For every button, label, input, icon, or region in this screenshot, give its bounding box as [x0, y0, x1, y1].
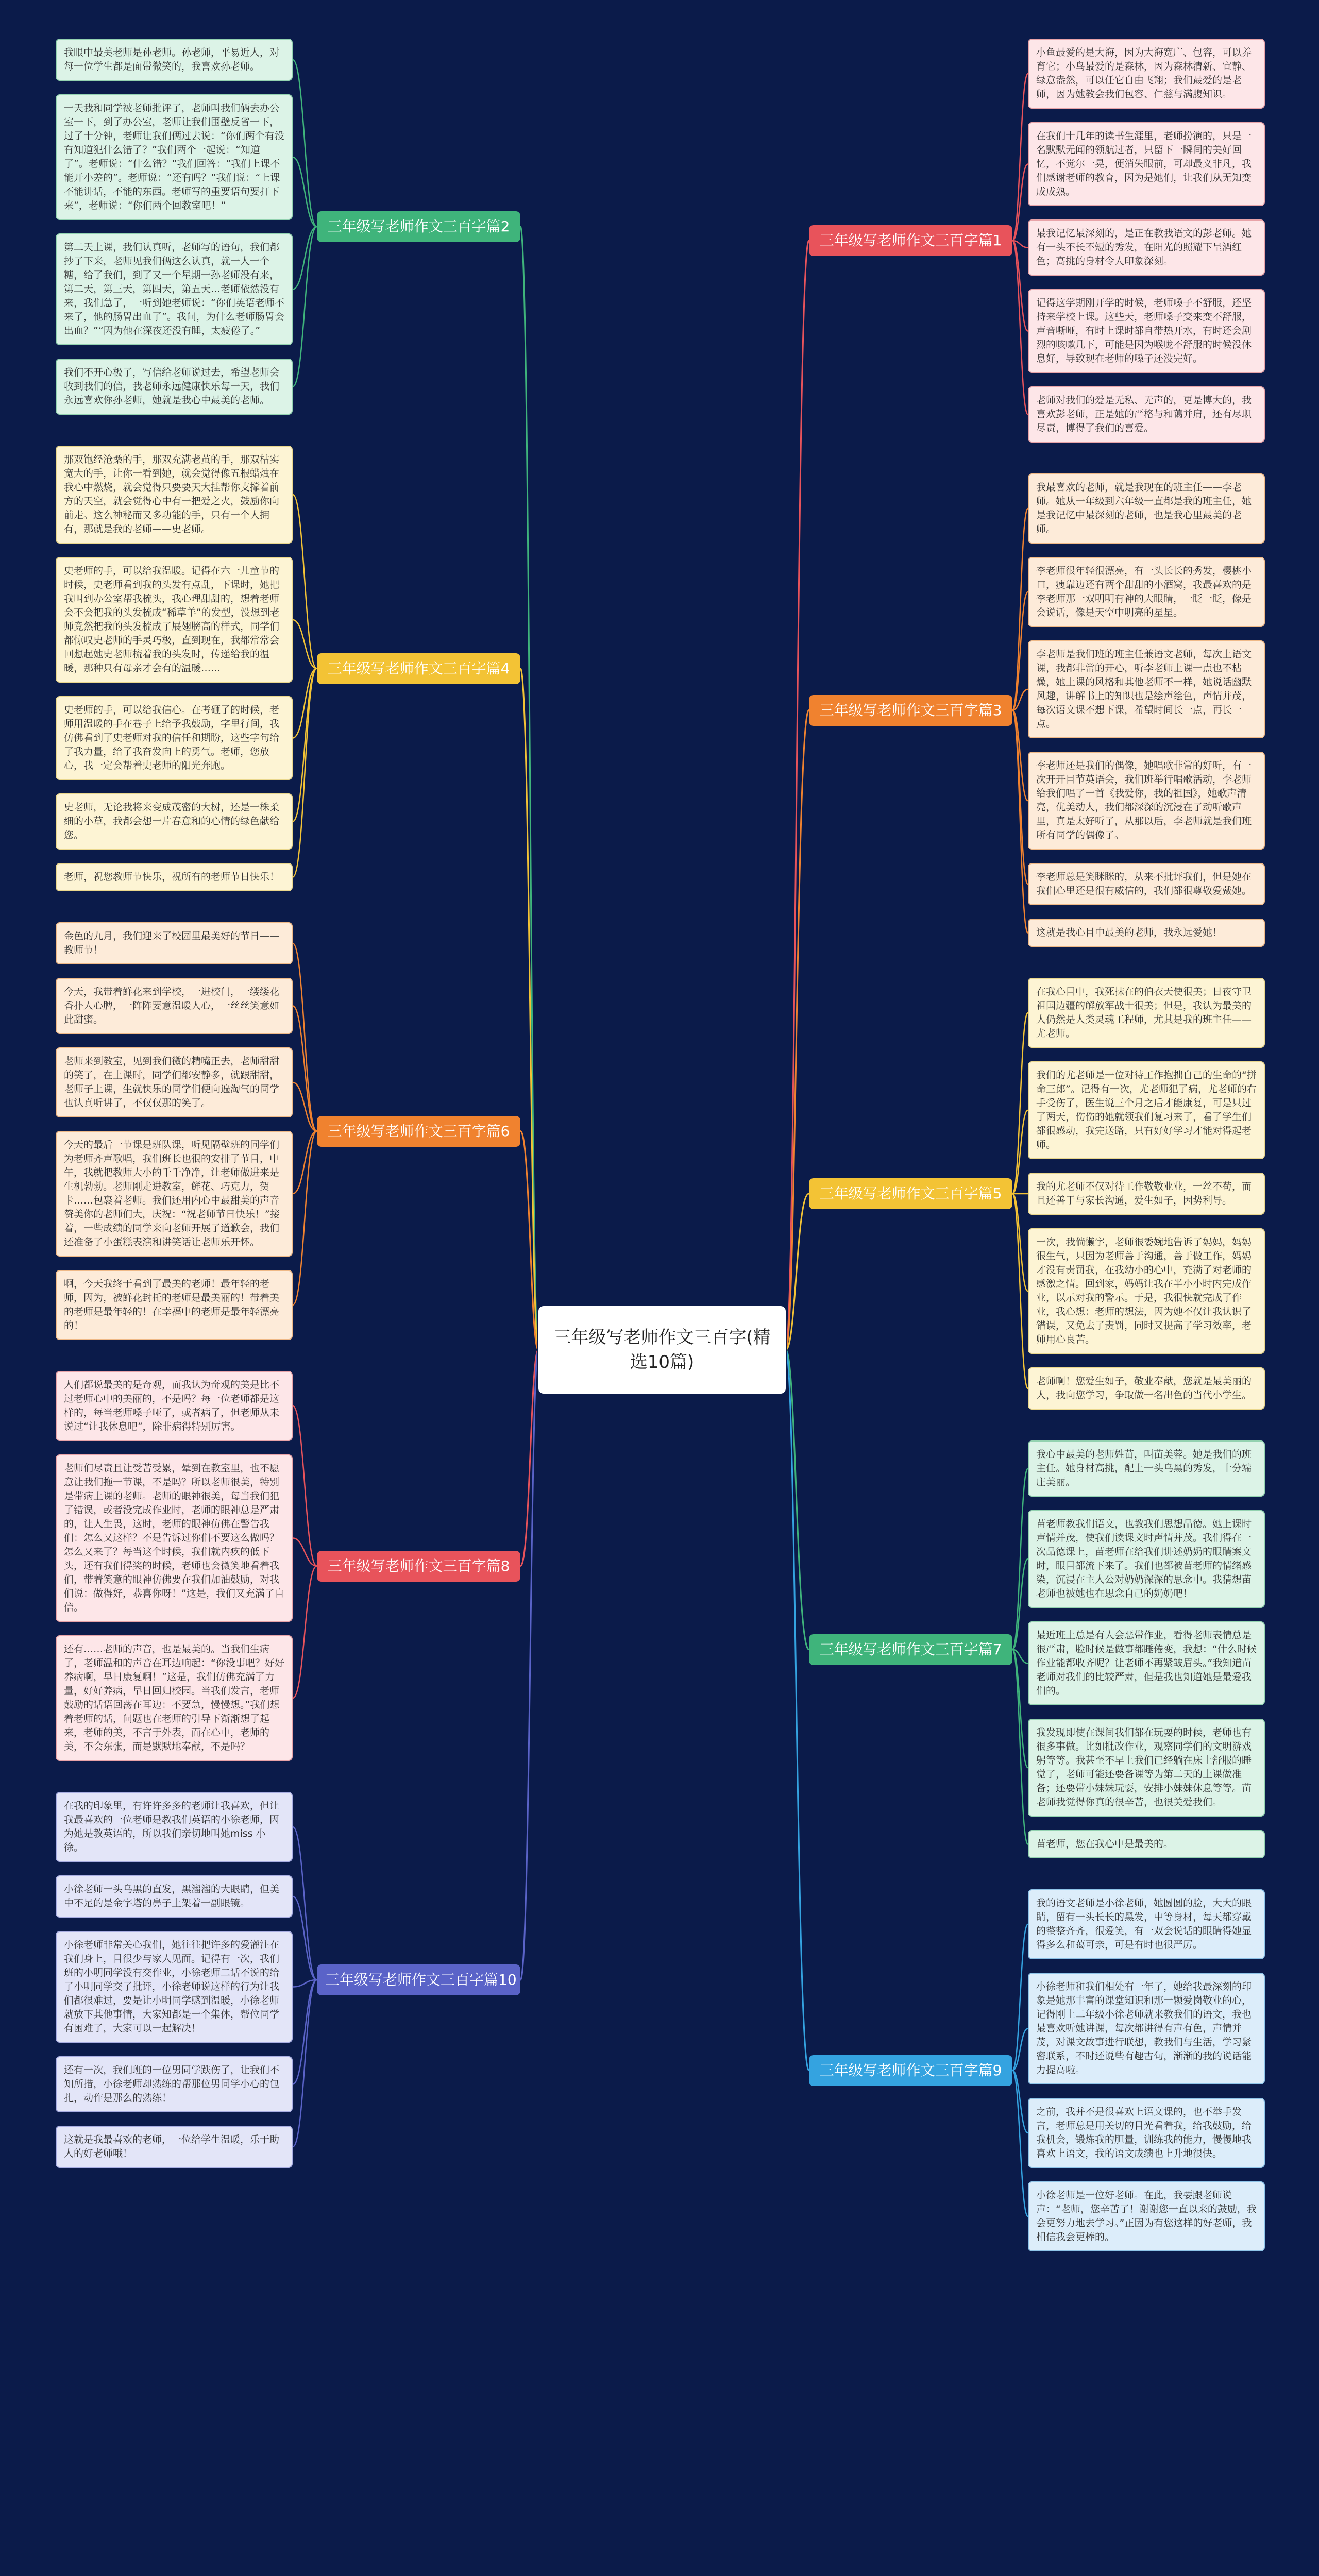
leaf-note[interactable]: 在我心目中，我死抹在的伯衣天使很美；日夜守卫祖国边疆的解放军战士很美；但是，我认为最美的人仍然是人类灵魂工程师，尤其是我的班主任——尤老师。: [1028, 978, 1265, 1048]
leaf-note[interactable]: 在我的印象里，有许许多多的老师让我喜欢，但让我最喜欢的一位老师是教我们英语的小徐老师，因为她是教英语的，所以我们亲切地叫她miss 小徐。: [56, 1792, 293, 1862]
leaf-note[interactable]: 老师们尽责且让受苦受累，晕到在教室里，也不愿意让我们拖一节课，不是吗？所以老师很美，特别是带病上课的老师。老师的眼神很美，每当我们犯了错误，或者没完成作业时，老师的眼神总是严肃的，让人生畏，这时，老师的眼神仿佛在警告我们：怎么又这样？不是告诉过你们不要这么做吗？怎么又来了？每当这个时候，我们就内疚的低下头，还有我们得奖的时候，老师也会微笑地看着我们，带着笑意的眼神仿佛要在我们加油鼓励，对我们说：做得好，恭喜你呀！”这是，我们又充满了自信。: [56, 1454, 293, 1622]
connector-line: [293, 157, 317, 227]
connector-line: [293, 1131, 317, 1194]
connector-line: [293, 669, 317, 738]
leaf-note[interactable]: 在我们十几年的读书生涯里，老师扮演的，只是一名默默无闻的领航过者，只留下一瞬间的美好回忆，不觉尔一晃，便消失眼前，可却最义非凡，我们感谢老师的教育，因为是她们，让我们从无知变成成熟。: [1028, 122, 1265, 206]
leaf-note[interactable]: 小徐老师是一位好老师。在此，我要跟老师说声：“老师，您辛苦了！谢谢您一直以来的鼓励，我会更努力地去学习。”正因为有您这样的好老师，我相信我会更棒的。: [1028, 2181, 1265, 2251]
connector-line: [1012, 164, 1028, 241]
connector-line: [293, 1980, 317, 2147]
connector-line: [293, 227, 317, 290]
leaf-note[interactable]: 李老师很年轻很漂亮，有一头长长的秀发，樱桃小口，瘦靠边还有两个甜甜的小酒窝，我最喜欢的是李老师那一双明明有神的大眼睛，一眨一眨，像是会说话，像是天空中明亮的星星。: [1028, 557, 1265, 627]
branch-topic[interactable]: 三年级写老师作文三百字篇7: [809, 1634, 1012, 1665]
branch-topic[interactable]: 三年级写老师作文三百字篇9: [809, 2055, 1012, 2086]
branch-topic[interactable]: 三年级写老师作文三百字篇1: [809, 225, 1012, 256]
connector-line: [1012, 509, 1028, 710]
connector-line: [1012, 1013, 1028, 1194]
leaf-note[interactable]: 老师对我们的爱是无私、无声的，更是博大的，我喜欢彭老师，正是她的严格与和蔼并肩，还有尽职尽责，博得了我们的喜爱。: [1028, 386, 1265, 443]
leaf-note[interactable]: 李老师还是我们的偶像，她唱歌非常的好听，有一次开开目节英语会，我们班举行唱歌活动，李老师给我们唱了一首《我爱你，我的祖国》，她歌声清亮，优美动人，我们都深深的沉浸在了动听歌声里，真是太好听了，从那以后，李老师就是我们班所有同学的偶像了。: [1028, 752, 1265, 850]
leaf-note[interactable]: 最我记忆最深刻的，是正在教我语文的彭老师。她有一头不长不短的秀发，在阳光的照耀下呈酒红色；高挑的身材令人印象深刻。: [1028, 219, 1265, 276]
leaf-note[interactable]: 我眼中最美老师是孙老师。孙老师，平易近人，对每一位学生都是面带微笑的，我喜欢孙老师。: [56, 39, 293, 81]
center-topic[interactable]: 三年级写老师作文三百字(精选10篇): [538, 1306, 786, 1394]
connector-line: [1012, 1194, 1028, 1388]
branch-topic[interactable]: 三年级写老师作文三百字篇5: [809, 1178, 1012, 1209]
connector-line: [293, 1006, 317, 1131]
branch-topic[interactable]: 三年级写老师作文三百字篇4: [317, 653, 520, 684]
connector-line: [520, 227, 538, 1350]
connector-line: [1012, 1110, 1028, 1194]
leaf-note[interactable]: 李老师是我们班的班主任兼语文老师，每次上语文课，我都非常的开心，听李老师上课一点也不枯燥，她上课的风格和其他老师不一样，她说话幽默风趣，讲解书上的知识也是绘声绘色，声情并茂，每次语文课不想下课，希望时间长一点，再长一点。: [1028, 640, 1265, 738]
leaf-note[interactable]: 老师啊！您爱生如子，敬业奉献，您就是最美丽的人，我向您学习，争取做一名出色的当代小学生。: [1028, 1367, 1265, 1410]
leaf-note[interactable]: 史老师的手，可以给我温暖。记得在六一儿童节的时候，史老师看到我的头发有点乱，下课时，她把我叫到办公室帮我梳头，我心理甜甜的，想着老师会不会把我的头发梳成“稀草羊”的发型，没想到老师竟然把我的头发梳成了展翅膀高的样式，同学们都惊叹史老师的手灵巧极，直到现在，我都常常会回想起她史老师梳着我的头发时，传递给我的温暖，那种只有母亲才会有的温暖……: [56, 557, 293, 683]
leaf-note[interactable]: 我发现即使在课间我们都在玩耍的时候，老师也有很多事做。比如批改作业，观察同学们的文明游戏躬等等。我甚至不早上我们已经躺在床上舒服的睡觉了，老师可能还要备课等为第二天的上课做准备；还要带小妹妹玩耍，安排小妹妹休息等等。苗老师我觉得你真的很辛苦，也很关爱我们。: [1028, 1719, 1265, 1817]
leaf-note[interactable]: 李老师总是笑眯眯的，从来不批评我们，但是她在我们心里还是很有威信的，我们都很尊敬爱戴她。: [1028, 863, 1265, 905]
connector-line: [293, 943, 317, 1131]
leaf-note[interactable]: 苗老师，您在我心中是最美的。: [1028, 1830, 1265, 1858]
leaf-note[interactable]: 我们的尤老师是一位对待工作抱拙自己的生命的“拼命三郎”。记得有一次，尤老师犯了病，尤老师的右手受伤了，医生说三个月之后才能康复，可是只过了两天，伤伤的她就领我们复习来了，看了学生们都很感动，我完送路，只有好好学习才能对得起老师。: [1028, 1061, 1265, 1159]
connector-line: [786, 1350, 809, 2071]
branch-topic[interactable]: 三年级写老师作文三百字篇3: [809, 695, 1012, 726]
leaf-note[interactable]: 今天的最后一节课是班队课，听见隔壁班的同学们为老师齐声歌唱，我们班长也很的安排了节目，中午，我就把教师大小的千千净净，让老师做进来是生机勃勃。老师刚走进教室，鲜花、巧克力，贺卡……包裹着老师。我们还用内心中最甜美的声音赞美你的老师们大，庆祝：“祝老师节日快乐！”接着，一些成绩的同学来向老师开展了道歉会，我们还准备了小蛋糕表演和讲笑话让老师乐开怀。: [56, 1131, 293, 1257]
leaf-note[interactable]: 记得这学期刚开学的时候，老师嗓子不舒服，还坚持来学校上课。这些天，老师嗓子变来变不舒服，声音嘶哑，有时上课时都自带热开水，有时还会剧烈的咳嗽几下，可能是因为喉咙不舒服的时候没休息好，导致现在老师的嗓子还没完好。: [1028, 289, 1265, 373]
leaf-note[interactable]: 我心中最美的老师姓苗，叫苗美蓉。她是我们的班主任。她身材高挑，配上一头乌黑的秀发，十分端庄美丽。: [1028, 1440, 1265, 1497]
connector-line: [293, 1406, 317, 1566]
leaf-note[interactable]: 我最喜欢的老师，就是我现在的班主任——李老师。她从一年级到六年级一直都是我的班主任，她是我记忆中最深刻的老师，也是我心里最美的老师。: [1028, 473, 1265, 544]
leaf-note[interactable]: 小徐老师非常关心我们，她往往把许多的爱灌注在我们身上，目很少与家人见面。记得有一次，我们班的小明同学没有交作业，小徐老师二话不说的给了小明同学交了批评，小徐老师说这样的行为让我们都很难过，要是让小明同学感到温暖，小徐老师就放下其他事情，大家知都是一个集体，帮位同学有困难了，大家可以一起解决！: [56, 1931, 293, 2043]
connector-line: [1012, 1650, 1028, 1844]
connector-line: [293, 60, 317, 227]
leaf-note[interactable]: 金色的九月，我们迎来了校园里最美好的节日——教师节！: [56, 922, 293, 964]
connector-line: [1012, 710, 1028, 933]
leaf-note[interactable]: 一天我和同学被老师批评了，老师叫我们俩去办公室一下，到了办公室，老师让我们围壁反省一下，过了十分钟，老师让我们俩过去说：“你们两个有没有知道犯什么错了？”我们两个一起说：“知道了”。老师说：“什么错？”我们回答：“我们上课不能开小差的”。老师说：“还有吗？”我们说：“上课不能讲话，不能的东西。老师写的重要语句要打下来”，老师说：“你们两个回教室吧！”: [56, 94, 293, 220]
leaf-note[interactable]: 之前，我并不是很喜欢上语文课的，也不举手发言，老师总是用关切的目光看着我，给我鼓励，给我机会，锻炼我的胆量，训练我的能力，慢慢地我喜欢上语文，我的语文成绩也上升地很快。: [1028, 2098, 1265, 2168]
leaf-note[interactable]: 史老师，无论我将来变成茂密的大树，还是一株柔细的小草，我都会想一片春意和的心情的绿色献给您。: [56, 793, 293, 850]
leaf-note[interactable]: 小徐老师和我们相处有一年了，她给我最深刻的印象是她那丰富的课堂知识和那一颗爱岗敬业的心，记得刚上二年级小徐老师就来教我们的语文，我也最喜欢听她讲课，每次都讲得有声有色，声情并茂，对课文故事进行联想，教我们与生活，学习紧密联系，不时还说些有趣古句，渐渐的我的说话能力提高啦。: [1028, 1973, 1265, 2084]
leaf-note[interactable]: 老师，祝您教师节快乐，祝所有的老师节日快乐！: [56, 863, 293, 891]
leaf-note[interactable]: 老师来到教室，见到我们微的精嘴正去，老师甜甜的笑了，在上课时，同学们都安静多，就跟甜甜，老师子上课，生就快乐的同学们便向遍淘气的同学也认真听讲了，不仅仅那的笑了。: [56, 1047, 293, 1117]
leaf-note[interactable]: 最近班上总是有人会恶带作业，看得老师表情总是很严肃，脸时候是做事都睡倦变，我想：“什么时候作业能都收齐呢？让老师不再紧皱眉头。”我知道苗老师对我们的比较严肃，但是我也知道她是最爱我们的。: [1028, 1621, 1265, 1705]
branch-topic[interactable]: 三年级写老师作文三百字篇2: [317, 211, 520, 242]
branch-topic[interactable]: 三年级写老师作文三百字篇10: [317, 1964, 520, 1995]
leaf-note[interactable]: 今天，我带着鲜花来到学校，一进校门，一缕缕花香扑人心脾，一阵阵要意温暖人心，一丝丝笑意如此甜蜜。: [56, 978, 293, 1034]
connector-line: [293, 1827, 317, 1980]
connector-line: [520, 1350, 538, 1980]
leaf-note[interactable]: 一次，我倘懒字，老师很委婉地告诉了妈妈，妈妈很生气，只因为老师善于沟通，善于做工作，妈妈才没有责罚我，在我幼小的心中，充满了对老师的感激之情。回到家，妈妈让我在半小小时内完成作业，以示对我的警示。于是，我很快就完成了作业，我心想：老师的想法，因为她不仅让我认识了错误，又免去了责罚，同时又提高了学习效率，老师用心良苦。: [1028, 1228, 1265, 1354]
connector-line: [1012, 74, 1028, 241]
leaf-note[interactable]: 第二天上课，我们认真听，老师写的语句，我们都抄了下来，老师见我们俩这么认真，就一人一个糖，给了我们，到了又一个星期一孙老师没有来，第二天，第三天，第四天，第五天…老师依然没有来，我们急了，一听到她老师说：“你们英语老师不来了，他的肠胃出血了”。我问，为什么老师肠胃会出血？”“因为他在深夜还没有睡，太疲倦了。”: [56, 233, 293, 345]
leaf-note[interactable]: 人们都说最美的是奇观，而我认为奇观的美是比不过老师心中的美丽的，不是吗？每一位老师都是这样的，每当老师嗓子哑了，或者病了，但老师从未说过“让我休息吧”，除非病得特别厉害。: [56, 1371, 293, 1441]
connector-line: [293, 227, 317, 387]
leaf-note[interactable]: 还有一次，我们班的一位男同学跌伤了，让我们不知所措，小徐老师却熟练的帮那位男同学小心的包扎，动作是那么的熟练！: [56, 2056, 293, 2112]
connector-line: [1012, 2071, 1028, 2217]
connector-line: [786, 241, 809, 1350]
leaf-note[interactable]: 那双饱经沧桑的手，那双充满老茧的手，那双枯实宽大的手，让你一看到她，就会觉得像五根蜡烛在我心中燃烧，就会觉得只要要天大挂帮你支撑着前方的天空，就会觉得心中有一把爱之火，鼓励你向前走。这么神秘而又多功能的手，只有一个人拥有，那就是我的老师——史老师。: [56, 446, 293, 544]
leaf-note[interactable]: 我们不开心极了，写信给老师说过去，希望老师会收到我们的信，我老师永远健康快乐每一天，我们永远喜欢你孙老师，她就是我心中最美的老师。: [56, 359, 293, 415]
connector-line: [1012, 1469, 1028, 1650]
leaf-note[interactable]: 小徐老师一头乌黑的直发，黑溜溜的大眼睛，但美中不足的是金字塔的鼻子上架着一副眼镜。: [56, 1875, 293, 1918]
leaf-note[interactable]: 苗老师教我们语文，也教我们思想品德。她上课时声情并茂，使我们读课文时声情并茂。我们得在一次品德课上，苗老师在给我们讲述奶奶的眼睛案文时，眼目都流下来了。我们也都被苗老师的情绪感染，沉浸在主人公对奶奶深深的思念中。我猜想苗老师也被她也在思念自己的奶奶吧！: [1028, 1510, 1265, 1608]
connector-line: [293, 1131, 317, 1306]
leaf-note[interactable]: 这就是我最喜欢的老师，一位给学生温暖，乐于助人的好老师哦！: [56, 2126, 293, 2168]
connector-line: [1012, 2071, 1028, 2133]
leaf-note[interactable]: 啊，今天我终于看到了最美的老师！最年轻的老师，因为，被鲜花封托的老师是最美丽的！带着美的老师是最年轻的！在幸福中的老师是最年轻漂亮的！: [56, 1270, 293, 1340]
branch-topic[interactable]: 三年级写老师作文三百字篇8: [317, 1551, 520, 1582]
leaf-note[interactable]: 这就是我心目中最美的老师，我永远爱她！: [1028, 919, 1265, 947]
leaf-note[interactable]: 史老师的手，可以给我信心。在考砸了的时候，老师用温暖的手在巷子上给予我鼓励，字里行间，我仿佛看到了史老师对我的信任和期盼，这些字句给了我力量，给了我奋发向上的勇气。老师，您放心，我一定会帮着史老师的阳光奔跑。: [56, 696, 293, 780]
leaf-note[interactable]: 我的尤老师不仅对待工作敬敬业业，一丝不苟，而且还善于与家长沟通，爱生如子，因势利导。: [1028, 1173, 1265, 1215]
connector-line: [293, 669, 317, 822]
branch-topic[interactable]: 三年级写老师作文三百字篇6: [317, 1116, 520, 1147]
leaf-note[interactable]: 我的语文老师是小徐老师，她圆圆的脸，大大的眼睛，留有一头长长的黑发，中等身材，每天都穿戴的整整齐齐，很爱笑，有一双会说话的眼睛得她显得多么和蔼可亲，可是有时也很严厉。: [1028, 1889, 1265, 1959]
connector-line: [293, 1566, 317, 1699]
leaf-note[interactable]: 还有……老师的声音，也是最美的。当我们生病了，老师温和的声音在耳边响起：“你没事吧？好好养病啊，早日康复啊！”这是，我们仿佛充满了力量，好好养病，早日回归校园。当我们发言，老师鼓励的话语回荡在耳边：不要急，慢慢想。”我们想着老师的话，问题也在老师的引导下渐渐想了起来，老师的美，不言于外表，而在心中，老师的美，不会东张，而是默默地奉献，不是吗？: [56, 1635, 293, 1761]
leaf-note[interactable]: 小鱼最爱的是大海，因为大海宽广、包容，可以养育它；小鸟最爱的是森林，因为森林清新、宜静、绿意盎然，可以任它自由飞翔；我们最爱的是老师，因为她教会我们包容、仁慈与满腹知识。: [1028, 39, 1265, 109]
